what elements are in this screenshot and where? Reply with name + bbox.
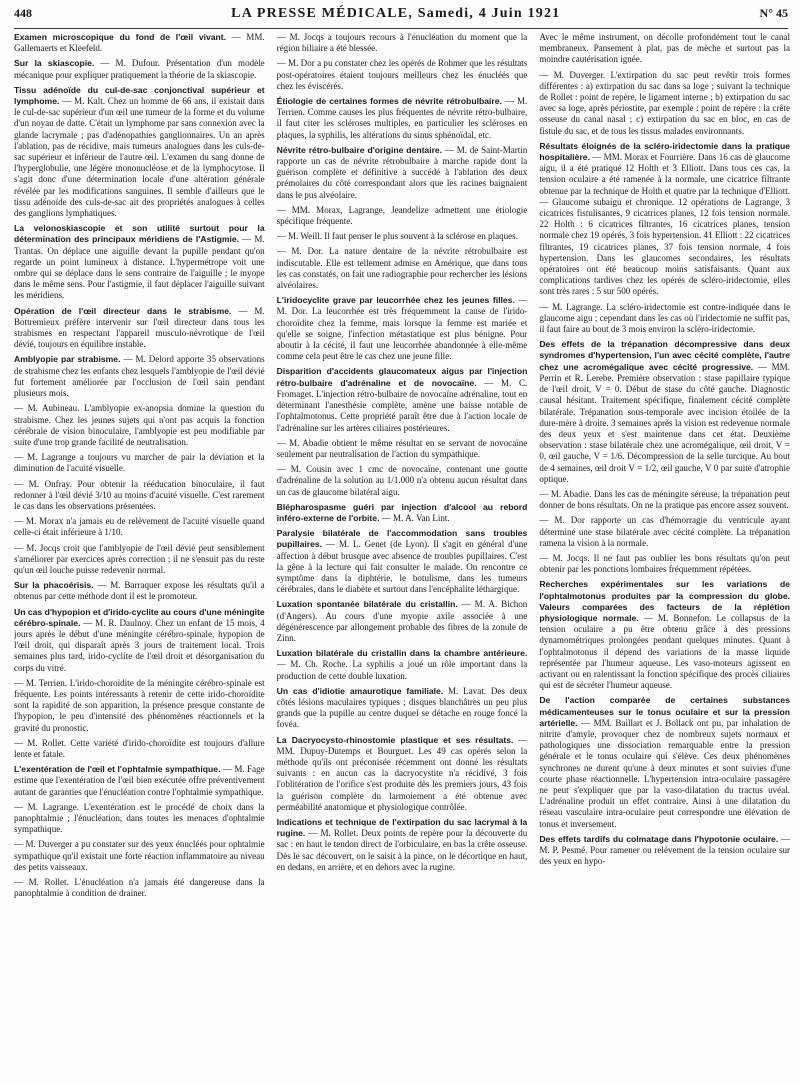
discussion-paragraph bbox=[539, 32, 790, 66]
report-section bbox=[14, 607, 265, 674]
section-body: — M. Delord apporte 35 observations de strabisme chez les enfants chez lesquels l'amblyopie de l'œil dévié fut fortement améliorée par l'occlusion de l'œil sain pendant plusieurs mois. bbox=[14, 354, 265, 399]
discussion-paragraph bbox=[277, 58, 528, 92]
section-body: — M. Bonnefon. Le collapsus de la tension oculaire a pu être obtenu grâce à des pressions dynamométriques prolongées pendant quelques minutes. Quant à l'ophtalmotonus il dépend des variations de la masse liquide représentée par l'humeur aqueuse. Les vaso-moteurs agissent en activant ou en ralentissant la fonction spécifique des procès ciliaires qui est de sécréter l'humeur aqueuse. bbox=[539, 612, 790, 691]
column-2 bbox=[277, 32, 528, 1078]
section-body: — MM. Baillart et J. Bollack ont pu, par inhalation de nitrite d'amyle, provoquer chez de nombreux sujets normaux et pathologiques une dissociation remarquable entre la pression générale et le tonus oculaire qui s'élève. Ces deux phénomènes synchrones ne durent qu'une à deux minutes et sont suivies d'une courte phase réactionnelle. L'hypertension intra-oculaire passagère ne peut s'expliquer que par la vaso-dilatation du tractus uvéal. L'adrénaline produit un effet contraire. Ainsi à une dilatation du réseau vasculaire intra-oculaire peut correspondre une élévation de tonus et inversement. bbox=[539, 717, 790, 829]
section-body: — M. Lagrange a toujours vu marcher de pair la déviation et la diminution de l'acuité visuelle. bbox=[14, 452, 265, 474]
section-body: — M. Dor rapporte un cas d'hémorragie du ventricule ayant déterminé une stase bilatérale avec cécité complète. La trépanation ramena la vision à la normale. bbox=[539, 515, 790, 548]
section-body: — M. A. Bichon (d'Angers). Au cours d'une myopie axile associée à une dégénérescence par allongement probable des fibres de la zonule de Zinn. bbox=[276, 599, 528, 643]
report-section bbox=[14, 85, 265, 219]
discussion-paragraph bbox=[14, 452, 265, 474]
discussion-paragraph bbox=[14, 877, 265, 899]
page-header bbox=[14, 6, 788, 29]
section-body: — M. Cousin avec 1 cmc de novocaïne, contenant une goutte d'adrénaline de la solution au 1/1.000 n'a obtenu aucun résultat dans un cas de glaucome bilatéral aigu. bbox=[276, 464, 528, 497]
section-title: Indications et technique de l'extirpation du sac lacrymal à la rugine. bbox=[276, 817, 528, 839]
section-title: Un cas d'idiotie amaurotique familiale. bbox=[276, 685, 444, 696]
discussion-paragraph bbox=[277, 464, 528, 498]
discussion-paragraph bbox=[14, 839, 265, 873]
section-body: — M. Trantas. On déplace une aiguille devant la pupille pendant qu'on regarde un point lumineux à distance. L'hypermétrope voit une ombre qui se déplace dans le sens contraire de l'aiguille ; le myope dans le même sens. Pour l'astigmie, il faut déplacer l'aiguille suivant les méridiens. bbox=[14, 234, 265, 301]
section-title: Des effets tardifs du colmatage dans l'hypotonie oculaire. bbox=[539, 833, 779, 844]
section-title: Un cas d'hypopion et d'irido-cyclite au cours d'une méningite cérébro-spinale. bbox=[14, 606, 265, 628]
section-title: Résultats éloignés de la scléro-iridectomie dans la pratique hospitalière. bbox=[539, 140, 790, 163]
section-body: — M. de Saint-Martin rapporte un cas de névrite rétrobulbaire à marche rapide dont la guérison complète et définitive a succédé à l'ablation des deux prémolaires du côté correspondant alors que les racines baignaient dans le pus alvéolaire. bbox=[276, 144, 528, 200]
section-body: — M. Duverger. L'extirpation du sac peut revêtir trois formes différentes : a) extirpation du sac dans sa loge ; suivant la technique de Rollet : point de repère, le ligament interne ; b) extirpation du sac avec sa loge, après périostite, par exemple : point de repère : la crête osseuse du canal nasal ; c) extirpation du sac en bloc, en cas de fistule du sac, et de tous les tissus malades environnants. bbox=[539, 69, 790, 136]
section-body: M. Lavat. Des deux côtés lésions maculaires typiques ; disques blanchâtres un peu plus grands que la pupille au centre duquel se détache en rouge foncé la fovéa. bbox=[276, 685, 528, 730]
section-body: — M. Kalt. Chez un homme de 66 ans, il existait dans le cul-de-sac supérieur d'un œil une tumeur de la forme et du volume d'un noyau de datte. C'était un lymphome par sans connexion avec la glande lacrymale ; pas d'adénopathies ganglionnaires. Un an après l'ablation, pas de récidive, mais tumeurs analogues dans les culs-de-sac supérieur et inférieur de l'autre œil. L'examen du sang donne de l'hyperglobulie, une légère mononucléose et de la lymphocytose. Il s'agit donc d'une détermination locale d'une altération générale révélée par les modifications sanguines. Il semble d'ailleurs que le tissu adénoïde des culs-de-sac ait des propriétés analogues à celles des ganglions lymphatiques. bbox=[14, 96, 265, 219]
section-title: Tissu adénoïde du cul-de-sac conjonctival supérieur et lymphome. bbox=[14, 84, 265, 107]
report-section bbox=[277, 817, 528, 873]
report-section bbox=[277, 366, 528, 433]
discussion-paragraph bbox=[539, 515, 790, 549]
section-title: Examen microscopique du fond de l'œil vivant. bbox=[14, 32, 227, 42]
report-section bbox=[14, 580, 265, 602]
discussion-paragraph bbox=[539, 489, 790, 511]
report-section bbox=[277, 599, 528, 644]
report-section bbox=[277, 502, 528, 524]
article-columns bbox=[14, 32, 790, 1078]
section-body: — M. Duverger a pu constater sur des yeux énucléés pour ophtalmie sympathique qu'il existait une forte réaction inflammatoire au niveau des petits vaisseaux. bbox=[14, 839, 265, 872]
report-section bbox=[539, 834, 790, 868]
section-title: Des effets de la trépanation décompressive dans deux syndromes d'hypertension, l'un avec cécité complète, l'autre chez une acromégalique avec cécité progressive. bbox=[539, 339, 790, 372]
section-body: — M. Bottremieux préfère intervenir sur l'œil directeur dans tous les strabismes en respectant l'appareil musculo-névrotique de l'œil dévié, toujours en équilibre instable. bbox=[14, 305, 265, 350]
section-title: De l'action comparée de certaines substances médicamenteuses sur le tonus oculaire et sur la pression artérielle. bbox=[539, 695, 790, 728]
report-section bbox=[14, 223, 265, 301]
discussion-paragraph bbox=[14, 479, 265, 513]
report-section bbox=[14, 306, 265, 351]
discussion-paragraph bbox=[277, 32, 528, 54]
report-section bbox=[539, 579, 790, 691]
section-title: Névrite rétro-bulbaire d'origine dentaire. bbox=[276, 144, 443, 155]
section-body: — M. Abadie obtient le même résultat en se servant de novocaïne seulement par neutralisation de l'action du sympathique. bbox=[276, 437, 528, 459]
report-section bbox=[277, 686, 528, 731]
section-body: — M. Ch. Roche. La syphilis a joué un rôle important dans la production de cette double luxation. bbox=[276, 659, 528, 681]
report-section bbox=[277, 735, 528, 813]
section-title: L'exentération de l'œil et l'ophtalmie sympathique. bbox=[14, 764, 221, 775]
discussion-paragraph bbox=[277, 205, 528, 227]
section-body: — M. Rollet. Deux points de repère pour la découverte du sac : en haut le tendon direct de l'orbiculaire, en bas la crête osseuse. Dès le sac découvert, on le saisit à la pince, on le décortique en haut, en dedans, en arrière, et en dehors avec la rugine. bbox=[276, 828, 528, 872]
section-body: Avec le même instrument, on décolle profondément tout le canal membraneux. Pansement à plat, pas de mèche et surtout pas la moindre cautérisation ignée. bbox=[539, 32, 790, 65]
section-body: — MM. Gallemaerts et Kleefeld. bbox=[14, 32, 265, 54]
section-body: — M. P. Pesmé. Pour ramener ou relèvement de la tension oculaire sur des yeux en hypo- bbox=[539, 833, 790, 867]
section-body: — M. Dor. La nature dentaire de la névrite rétrobulbaire est indiscutable. Elle est tellement admise en Amérique, que dans tous les cas constatés, on fait une radiographie pour rechercher les lésions alvéolaires. bbox=[276, 246, 528, 291]
section-body: — M. A. Van Lint. bbox=[381, 512, 450, 523]
discussion-paragraph bbox=[14, 543, 265, 577]
section-title: Amblyopie par strabisme. bbox=[14, 354, 121, 365]
section-body: — M. Dor. La leucorrhée est très fréquemment la cause de l'irido-choroïdite chez la femme, mais lorsque la femme est mariée et qu'elle se soigne, l'infection métastatique est plus bénigne. Pour aboutir à la cécité, il faut une leucorrhée abandonnée à elle-même comme cela peut être le cas chez une jeune fille. bbox=[276, 295, 528, 362]
section-title: Disparition d'accidents glaucomateux aigus par l'injection rétro-bulbaire d'adrénaline et de novocaïne. bbox=[276, 366, 528, 388]
discussion-paragraph bbox=[277, 246, 528, 291]
discussion-paragraph bbox=[539, 70, 790, 137]
issue-date: Samedi, 4 Juin 1921 bbox=[417, 6, 561, 21]
discussion-paragraph bbox=[14, 678, 265, 734]
report-section bbox=[539, 695, 790, 829]
issue-number: N° 45 bbox=[759, 6, 788, 20]
report-section bbox=[277, 145, 528, 201]
section-title: Sur la skiascopie. bbox=[14, 58, 95, 69]
section-title: Luxation spontanée bilatérale du cristallin. bbox=[276, 599, 458, 610]
report-section bbox=[539, 339, 790, 485]
section-body: — M. Onfray. Pour obtenir la rééducation binoculaire, il faut redonner à l'œil dévié 3/10 au moins d'acuité visuelle. C'est rarement le cas dans les observations présentées. bbox=[14, 478, 265, 511]
section-body: — M. Lagrange. L'exentération est le procédé de choix dans la panophtalmie ; l'énucléation, dans toutes les menaces d'ophtalmie sympathique. bbox=[14, 801, 265, 835]
discussion-paragraph bbox=[14, 516, 265, 538]
section-body: — MM. Morax et Fourrière. Dans 16 cas de glaucome aigu, il a été pratiqué 12 Holth et 3 Elliott. Dans tous ces cas, la tension oculaire a été ramenée à la normale, une cicatrice filtrante obtenue par la technique de Holth et quatre par la technique d'Elliott. — Glaucome subaigu et chronique. 12 opérations de Lagrange, 3 cicatrices fistulisantes, 9 cicatrices planes, 12 fois tension normale. 22 Holth : 6 cicatrices filtrantes, 16 cicatrices planes, tension normale chez 19 opérés, 3 fois hypertension. 41 Elliott : 22 cicatrices filtrantes, 19 cicatrices planes, 37 fois tension normale, 4 fois hypertension. Dans les glaucomes secondaires, les résultats opératoires ont été beaucoup moins satisfaisants. Quant aux complications tardives chez les opérés de scléro-iridectomie, elles sont très rares : 5 sur 500 opérés. bbox=[539, 152, 790, 297]
report-section bbox=[539, 141, 790, 298]
section-body: — MM. Morax, Lagrange, Jeandelize admettent une étiologie spécifique fréquente. bbox=[276, 204, 528, 227]
section-title: La Dacryocysto-rhinostomie plastique et ses résultats. bbox=[276, 734, 514, 745]
section-title: Recherches expérimentales sur les variations de l'ophtalmotonus produites par la compression du globe. Valeurs comparées des facteurs de la réplétion physiologique normale. bbox=[539, 579, 790, 623]
column-1 bbox=[14, 32, 265, 1078]
section-body: — M. Dor a pu constater chez les opérés de Rohmer que les résultats post-opératoires étaient toujours meilleurs chez les énucléés que chez les éviscérés. bbox=[276, 58, 528, 91]
discussion-paragraph bbox=[277, 231, 528, 242]
discussion-paragraph bbox=[14, 403, 265, 448]
section-body: — M. Abadie. Dans les cas de méningite séreuse, la trépanation peut donner de bons résultats. On ne la pratique pas encore assez souvent. bbox=[539, 488, 790, 511]
column-3 bbox=[539, 32, 790, 1078]
section-body: — M. C. Fromaget. L'injection rétro-bulbaire de novocaïne adrénaline, tout en déterminant l'anesthésie complète, amène une baisse notable de l'ophtalmotonus. Cette propriété paraît être due à l'action locale de l'adrénaline sur les artères ciliaires postérieures. bbox=[276, 377, 528, 433]
section-title: Sur la phacoérisis. bbox=[14, 580, 94, 591]
section-title: Paralysie bilatérale de l'accommodation sans troubles pupillaires. bbox=[276, 528, 528, 550]
report-section bbox=[14, 32, 265, 54]
report-section bbox=[14, 58, 265, 80]
report-section bbox=[277, 648, 528, 682]
report-section bbox=[277, 96, 528, 141]
section-body: — M. Fage estime que l'exentération de l'œil bien exécutée offre préventivement autant de garanties que l'énucléation contre l'ophtalmie sympathique. bbox=[14, 764, 265, 797]
section-body: — M. Barraquer expose les résultats qu'il a obtenus par cette méthode dont il est le promoteur. bbox=[14, 580, 265, 602]
section-body: — M. Jocqs. Il ne faut pas oublier les bons résultats qu'on peut obtenir par les ponctions lombaires fréquemment répétées. bbox=[539, 552, 790, 575]
section-title: Opération de l'œil directeur dans le strabisme. bbox=[14, 305, 232, 316]
journal-title: LA PRESSE MÉDICALE, bbox=[231, 6, 414, 21]
section-body: — M. Weill. Il faut penser le plus souvent à la sclérose en plaques. bbox=[276, 231, 518, 242]
section-title: Luxation bilatérale du cristallin dans la chambre antérieure. bbox=[276, 648, 528, 659]
section-body: — M. Lagrange. La scléro-iridectomie est contre-indiquée dans le glaucome aigu ; cependant dans les cas où l'iridectomie ne suffit pas, il faut faire au bout de 3 mois environ la scléro-iridectomie. bbox=[539, 301, 790, 335]
section-body: — M. R. Daulnoy. Chez un enfant de 15 mois, 4 jours après le début d'une méningite cérébro-spinale, hypopion de l'œil droit, qui disparaît après 3 jours de traitement local. Trois semaines plus tard, irido-cyclite de l'œil droit et désorganisation du corps du vitré. bbox=[14, 617, 265, 673]
section-title: La velonoskiascopie et son utilité surtout pour la détermination des principaux méridiens de l'Astigmie. bbox=[14, 223, 265, 245]
section-title: Étiologie de certaines formes de névrite rétrobulbaire. bbox=[276, 96, 502, 107]
section-body: — M. Jocqs a toujours recours à l'énucléation du moment que la région biliaire a été blessée. bbox=[276, 32, 528, 54]
section-body: — M. Terrien. Comme causes les plus fréquentes de névrite rétro-bulbaire, il faut citer les scléroses multiples, en particulier les scléroses en plaques, la syphilis, les altérations du sinus sphénoïdal, etc. bbox=[276, 96, 528, 140]
discussion-paragraph bbox=[14, 802, 265, 836]
report-section bbox=[14, 354, 265, 399]
discussion-paragraph bbox=[539, 302, 790, 336]
section-body: — M. Jocqs croit que l'amblyopie de l'œil dévié peut sensiblement s'améliorer par exercices après correction ; il ne s'ensuit pas du reste qu'un œil louche puisse redevenir normal. bbox=[14, 542, 265, 575]
masthead bbox=[231, 6, 560, 22]
section-title: Blépharospasme guéri par injection d'alcool au rebord inféro-externe de l'orbite. bbox=[276, 501, 528, 523]
report-section bbox=[277, 528, 528, 595]
report-section bbox=[14, 764, 265, 798]
discussion-paragraph bbox=[277, 438, 528, 460]
discussion-paragraph bbox=[14, 738, 265, 760]
section-body: — MM. Dupuy-Dutemps et Bourguet. Les 49 cas opérés selon la méthode qu'ils ont préconisée récemment ont donné les résultats suivants : en aucun cas la dacryocystite n'a récidivé, 3 fois l'oblitération de l'orifice s'est produite dès les premiers jours, 43 fois la guérison complète du larmoiement a été obtenue avec perméabilité anatomique et physiologique contrôlée. bbox=[276, 734, 528, 812]
section-body: — MM. Perrin et R. Lerebe. Première observation : stase papillaire typique de l'œil droit, V = 0. Début de stase du côté gauche. Diagnostic causal hésitant. Traitement spécifique, finalement cécité complète bilatérale. Trépanation sous-temporale avec incision étoilée de la dure-mère à droite. 3 semaines après la vision est redevenue normale des deux yeux et s'est maintenue dans cet état. Deuxième observation : stase bilatérale chez une acromégalique, œil droit, V = 0, œil gauche, V = 1/6. Décompression de la selle turcique. Au bout de 4 semaines, œil droit V = 1/2, œil gauche, V 0 par suite d'atrophie optique. bbox=[539, 361, 790, 484]
section-body: — M. L. Genet (de Lyon). Il s'agit en général d'une affection à début brusque avec absence de troubles pupillaires. C'est la gêne à la lecture qui fait consulter le malade. On rencontre ce symptôme dans la diphtérie, le botulisme, dans les tumeurs cérébrales, dans le diabète et surtout dans l'encéphalite léthargique. bbox=[276, 539, 528, 595]
section-body: — M. Terrien. L'irido-choroïdite de la méningite cérébro-spinale est fréquente. Les points intéressants à retenir de cette irido-choroïdite sont la rapidité de son apparition, la présence presque constante de l'hypopion, le peu d'intensité des phénomènes réactionnels et la gravité du pronostic. bbox=[14, 677, 265, 733]
section-body: — M. Rollet. L'énucléation n'a jamais été dangereuse dans la panophtalmie à condition de drainer. bbox=[14, 877, 265, 899]
report-section bbox=[277, 295, 528, 362]
section-title: L'iridocyclite grave par leucorrhée chez les jeunes filles. bbox=[276, 295, 515, 306]
section-body: — M. Rollet. Cette variété d'irido-choroïdite est toujours d'allure lente et fatale. bbox=[14, 737, 265, 759]
page-number: 448 bbox=[14, 6, 32, 20]
section-body: — M. Morax n'a jamais eu de relèvement de l'acuité visuelle quand celle-ci était inférieure à 1/10. bbox=[14, 516, 265, 538]
section-body: — M. Dufour. Présentation d'un modèle mécanique pour expliquer pratiquement la théorie de la skiascopie. bbox=[14, 58, 265, 80]
section-body: — M. Aubineau. L'amblyopie ex-anopsia domine la question du strabisme. Chez les jeunes sujets qui n'ont pas acquis la fonction cérébrale de vision binoculaire, l'amblyopie est peu modifiable par suite d'une trop grande facilité de neutralisation. bbox=[14, 403, 265, 447]
discussion-paragraph bbox=[539, 553, 790, 575]
